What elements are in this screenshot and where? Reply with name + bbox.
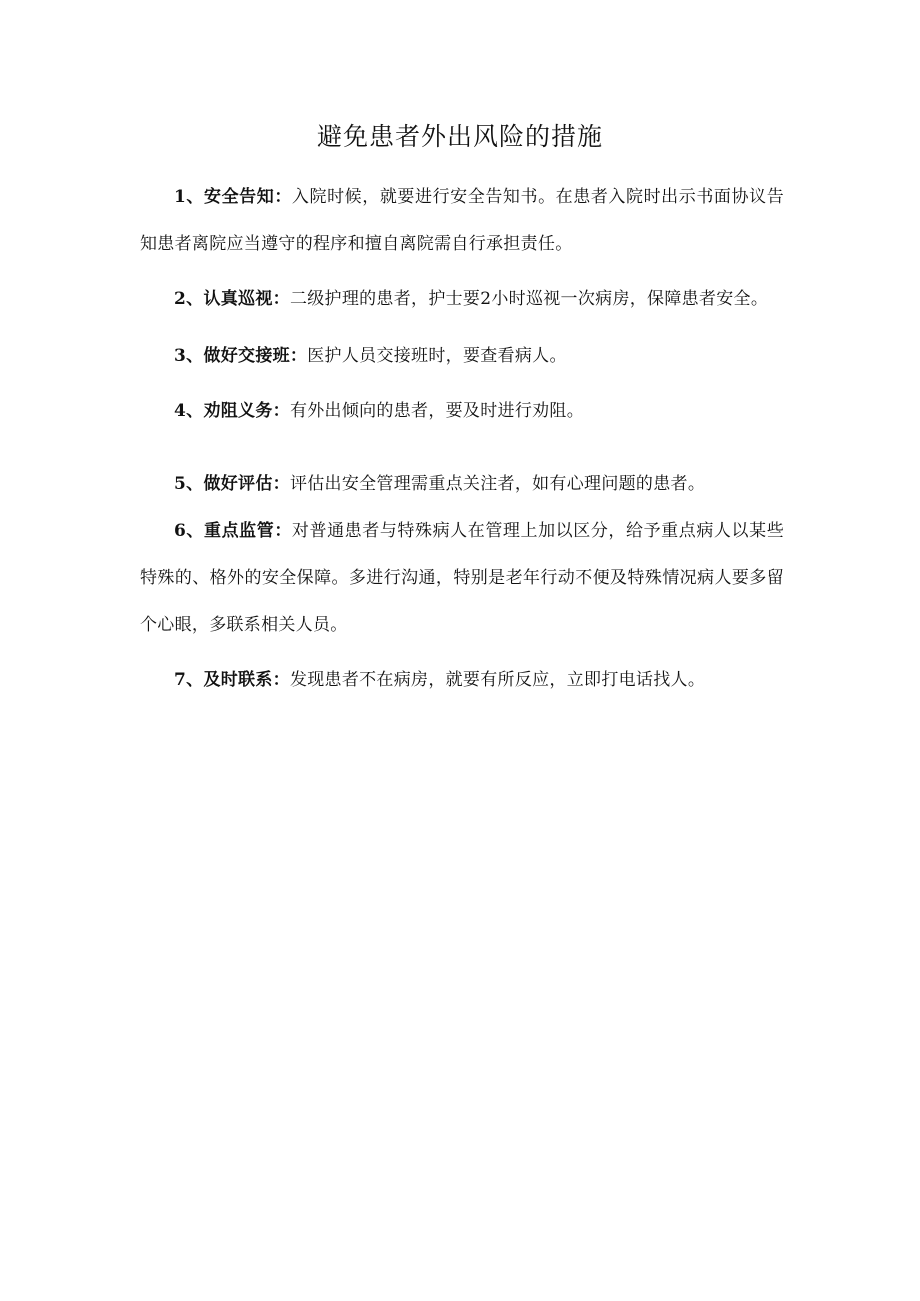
measure-text: 发现患者不在病房，就要有所反应，立即打电话找人。 (289, 670, 706, 690)
measure-text: 二级护理的患者，护士要2小时巡视一次病房，保障患者安全。 (289, 289, 769, 309)
measure-text: 入院时候，就要进行安全告知书。在患者入院时出示书面协议告知患者离院应当遵守的程序和擅自离院需自行承担责任。 (140, 187, 784, 254)
measure-number: 5、 (174, 474, 204, 494)
measure-label: 重点监管： (204, 521, 292, 541)
measure-number: 1、 (174, 187, 204, 207)
measure-text: 对普通患者与特殊病人在管理上加以区分，给予重点病人以某些特殊的、格外的安全保障。多进行沟通，特别是老年行动不便及特殊情况病人要多留个心眼，多联系相关人员。 (140, 521, 784, 635)
measure-text: 医护人员交接班时，要查看病人。 (307, 346, 567, 366)
measure-label: 劝阻义务： (203, 401, 290, 421)
measures-list (140, 174, 784, 704)
measure-number: 3、 (174, 346, 204, 366)
measure-item-1 (140, 174, 784, 268)
measure-label: 做好评估： (203, 474, 290, 494)
measure-item-2 (140, 276, 784, 323)
measure-item-4 (140, 388, 784, 435)
measure-item-7 (140, 657, 784, 704)
measure-number: 4、 (174, 401, 204, 421)
measure-item-5 (140, 461, 784, 508)
measure-label: 安全告知： (204, 187, 292, 207)
document-title: 避免患者外出风险的措施 (316, 122, 603, 151)
measure-label: 认真巡视： (203, 289, 290, 309)
measure-item-6 (140, 508, 784, 649)
measure-item-3 (140, 333, 784, 380)
measure-text: 有外出倾向的患者，要及时进行劝阻。 (289, 401, 585, 421)
measure-number: 6、 (174, 521, 204, 541)
measure-label: 及时联系： (203, 670, 290, 690)
measure-number: 7、 (174, 670, 204, 690)
measure-number: 2、 (174, 289, 204, 309)
measure-text: 评估出安全管理需重点关注者，如有心理问题的患者。 (289, 474, 706, 494)
measure-label: 做好交接班： (203, 346, 308, 366)
